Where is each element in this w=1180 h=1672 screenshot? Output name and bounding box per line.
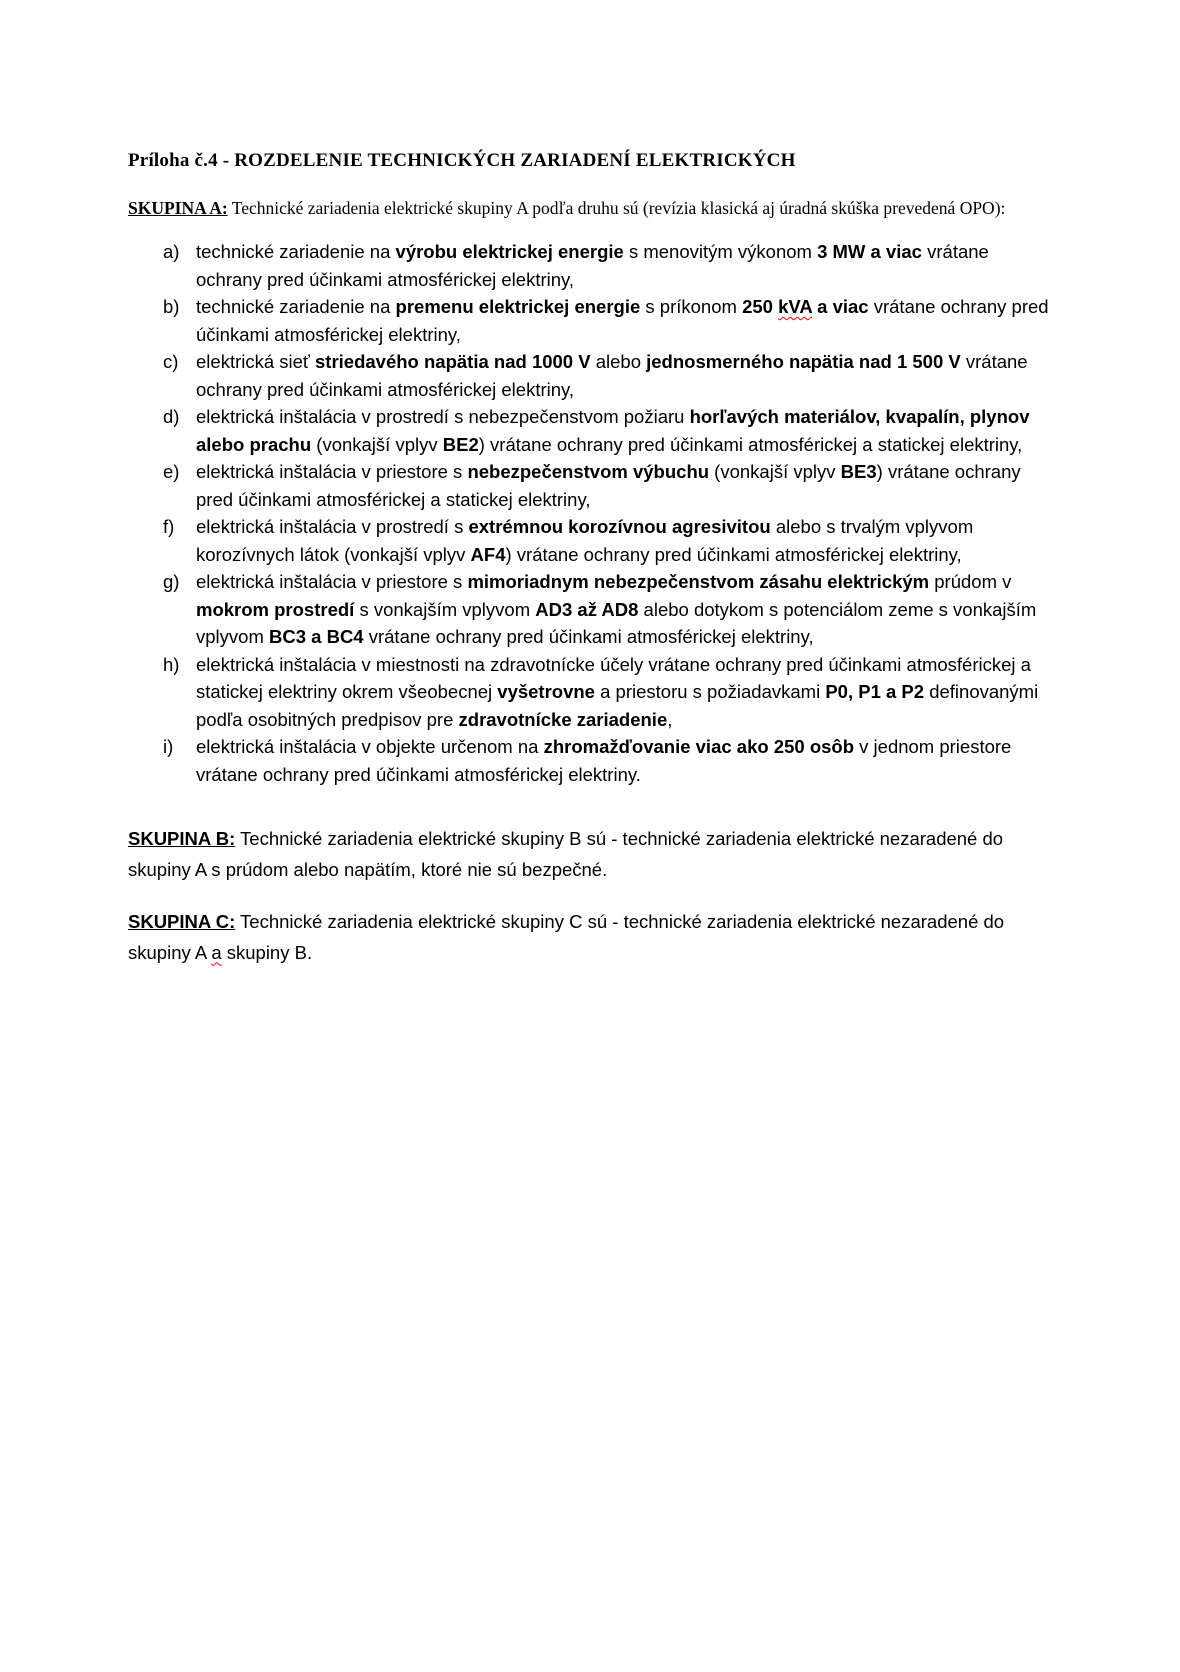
misspelled-word: a — [211, 941, 222, 963]
list-item-text — [196, 651, 1051, 734]
text-segment: elektrická inštalácia v prostredí s — [196, 516, 469, 537]
list-item-text — [196, 568, 1051, 651]
list-item-text — [196, 348, 1051, 403]
text-segment-bold: BE3 — [840, 461, 877, 482]
skupina-a-intro-paragraph — [128, 196, 1073, 221]
text-segment-bold: mimoriadnym nebezpečenstvom zásahu elektrickým — [467, 571, 930, 592]
text-segment: , — [667, 708, 673, 730]
list-item-g — [128, 568, 1073, 651]
list-item-label: f) — [163, 516, 175, 537]
text-segment: ) vrátane ochrany pred účinkami atmosférickej a statickej elektriny, — [196, 461, 1021, 510]
text-segment: alebo dotykom s potenciálom zeme s vonkajším vplyvom — [196, 598, 1037, 647]
text-segment-bold: BC3 a BC4 — [269, 626, 364, 647]
text-segment-bold: 250 — [742, 296, 779, 317]
text-segment: vrátane ochrany pred účinkami atmosférickej elektriny, — [196, 296, 1049, 345]
list-item-c — [128, 348, 1073, 403]
skupina-a-intro-text: Technické zariadenia elektrické skupiny A podľa druhu sú (revízia klasická aj úradná skúška prevedená OPO): — [227, 198, 1006, 218]
list-item-a — [128, 238, 1073, 293]
text-segment: technické zariadenie na — [196, 296, 396, 317]
text-segment: elektrická inštalácia v priestore s — [196, 571, 468, 592]
text-segment: a priestoru s požiadavkami — [594, 681, 826, 702]
list-item-text — [196, 293, 1051, 348]
list-item-text — [196, 513, 1051, 568]
skupina-b-text: Technické zariadenia elektrické skupiny B sú - technické zariadenia elektrické nezaradené do skupiny A s prúdom alebo napätím, ktoré nie sú bezpečné. — [128, 828, 1004, 880]
skupina-b-paragraph — [128, 824, 1060, 885]
list-item-label: b) — [163, 296, 180, 317]
text-segment-bold: výrobu elektrickej energie — [395, 241, 624, 262]
list-item-text — [196, 733, 1051, 788]
skupina-c-text: Technické zariadenia elektrické skupiny C sú - technické zariadenia elektrické nezaradené do skupiny A — [128, 911, 1005, 963]
text-segment: elektrická sieť — [196, 351, 316, 372]
text-segment-bold: P0, P1 a P2 — [825, 681, 925, 702]
text-segment-bold: AF4 — [470, 543, 506, 565]
text-segment-bold: vyšetrovne — [497, 681, 595, 702]
skupina-c-heading: SKUPINA C: — [128, 911, 236, 932]
text-segment: elektrická inštalácia v miestnosti na zdravotnícke účely vrátane ochrany pred účinkami atmosférickej a statickej elektriny okrem všeobecnej — [196, 653, 1031, 702]
text-segment-bold: AD3 až AD8 — [535, 598, 639, 620]
list-item-b — [128, 293, 1073, 348]
list-item-label: a) — [163, 241, 180, 262]
text-segment-bold: nebezpečenstvom výbuchu — [467, 461, 710, 482]
text-segment-bold: zhromažďovanie viac ako 250 osôb — [543, 736, 855, 757]
text-segment-bold: striedavého napätia nad 1000 V — [315, 351, 591, 372]
text-segment: prúdom v — [929, 571, 1012, 592]
text-segment-bold: zdravotnícke zariadenie — [458, 708, 668, 730]
skupina-a-list — [128, 238, 1073, 788]
list-item-text — [196, 403, 1051, 458]
text-segment-bold: 3 MW a viac — [817, 241, 922, 262]
skupina-c-text: skupiny B. — [221, 941, 313, 963]
text-segment-bold: BE2 — [442, 433, 479, 455]
text-segment: elektrická inštalácia v priestore s — [196, 461, 468, 482]
text-segment: ) vrátane ochrany pred účinkami atmosférickej a statickej elektriny, — [478, 433, 1023, 455]
text-segment-bold: premenu elektrickej energie — [395, 296, 641, 317]
skupina-c-paragraph — [128, 907, 1060, 968]
misspelled-word: kVA — [778, 296, 813, 317]
text-segment: alebo — [590, 351, 647, 372]
skupina-b-heading: SKUPINA B: — [128, 828, 236, 849]
text-segment: (vonkajší vplyv — [311, 433, 443, 455]
text-segment: vrátane ochrany pred účinkami atmosférickej elektriny, — [196, 241, 989, 290]
text-segment: ) vrátane ochrany pred účinkami atmosférickej elektriny, — [505, 543, 962, 565]
list-item-label: i) — [163, 736, 174, 757]
list-item-f — [128, 513, 1073, 568]
list-item-label: c) — [163, 351, 179, 372]
text-segment-bold: horľavých materiálov, kvapalín, plynov alebo prachu — [196, 406, 1030, 455]
text-segment-bold: a viac — [812, 296, 869, 317]
text-segment: (vonkajší vplyv — [709, 461, 841, 482]
list-item-text — [196, 458, 1051, 513]
page-title: Príloha č.4 - ROZDELENIE TECHNICKÝCH ZARIADENÍ ELEKTRICKÝCH — [128, 150, 796, 171]
list-item-e — [128, 458, 1073, 513]
list-item-label: g) — [163, 571, 180, 592]
text-segment: elektrická inštalácia v prostredí s nebezpečenstvom požiaru — [196, 406, 690, 427]
text-segment-bold: extrémnou korozívnou agresivitou — [468, 516, 771, 537]
text-segment: vrátane ochrany pred účinkami atmosférickej elektriny, — [363, 626, 814, 647]
text-segment: s príkonom — [640, 296, 743, 317]
text-segment-bold: mokrom prostredí — [196, 598, 355, 620]
text-segment: s vonkajším vplyvom — [354, 598, 536, 620]
list-item-label: d) — [163, 406, 180, 427]
list-item-i — [128, 733, 1073, 788]
list-item-label: h) — [163, 653, 180, 675]
list-item-text — [196, 238, 1051, 293]
text-segment: technické zariadenie na — [196, 241, 396, 262]
list-item-h — [128, 651, 1073, 734]
text-segment: v jednom priestore vrátane ochrany pred účinkami atmosférickej elektriny. — [196, 736, 1012, 785]
list-item-d — [128, 403, 1073, 458]
skupina-a-heading: SKUPINA A: — [128, 198, 228, 218]
text-segment: elektrická inštalácia v objekte určenom na — [196, 736, 544, 757]
text-segment: alebo s trvalým vplyvom korozívnych látok (vonkajší vplyv — [196, 516, 974, 565]
text-segment: definovanými podľa osobitných predpisov pre — [196, 681, 1039, 730]
text-segment: s menovitým výkonom — [623, 241, 818, 262]
text-segment-bold: jednosmerného napätia nad 1 500 V — [646, 351, 961, 372]
list-item-label: e) — [163, 461, 180, 482]
text-segment: vrátane ochrany pred účinkami atmosférickej elektriny, — [196, 351, 1028, 400]
